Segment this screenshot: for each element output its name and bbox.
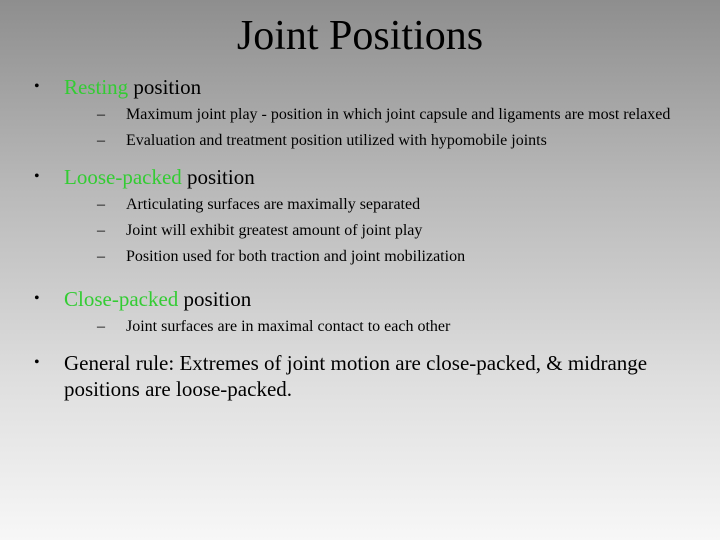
sub-list	[64, 196, 694, 266]
sub-bullet	[64, 106, 694, 124]
dash-icon: –	[97, 248, 105, 265]
bullet-highlight: Loose-packed	[64, 165, 182, 189]
bullet-loose-packed	[34, 164, 694, 266]
sub-bullet	[64, 248, 694, 266]
slide-content	[34, 74, 694, 402]
sub-bullet-text: Articulating surfaces are maximally separated	[126, 196, 421, 213]
sub-bullet-text: Evaluation and treatment position utilized with hypomobile joints	[126, 132, 547, 149]
bullet-dot-icon: •	[34, 78, 40, 95]
sub-bullet	[64, 222, 694, 240]
sub-bullet-text: Joint will exhibit greatest amount of joint play	[126, 222, 423, 239]
dash-icon: –	[97, 132, 105, 149]
bullet-close-packed	[34, 286, 694, 336]
bullet-text: General rule: Extremes of joint motion are close-packed, & midrange positions are loose-packed.	[64, 351, 648, 401]
bullet-text: position	[178, 287, 252, 311]
bullet-highlight: Resting	[64, 75, 129, 99]
bullet-highlight: Close-packed	[64, 287, 179, 311]
sub-bullet-text: Position used for both traction and joint mobilization	[126, 248, 466, 265]
sub-bullet-text: Maximum joint play - position in which joint capsule and ligaments are most relaxed	[126, 106, 671, 123]
bullet-dot-icon: •	[34, 290, 40, 307]
bullet-resting	[34, 74, 694, 150]
sub-bullet	[64, 318, 694, 336]
sub-bullet	[64, 132, 694, 150]
slide-title: Joint Positions	[236, 13, 484, 59]
bullet-text: position	[128, 75, 202, 99]
dash-icon: –	[97, 196, 105, 213]
sub-list	[64, 318, 694, 336]
sub-bullet	[64, 196, 694, 214]
bullet-dot-icon: •	[34, 354, 40, 371]
dash-icon: –	[97, 318, 105, 335]
bullet-dot-icon: •	[34, 168, 40, 185]
bullet-general-rule	[34, 350, 694, 402]
dash-icon: –	[97, 222, 105, 239]
bullet-text: position	[181, 165, 255, 189]
dash-icon: –	[97, 106, 105, 123]
sub-bullet-text: Joint surfaces are in maximal contact to each other	[126, 318, 451, 335]
sub-list	[64, 106, 694, 150]
